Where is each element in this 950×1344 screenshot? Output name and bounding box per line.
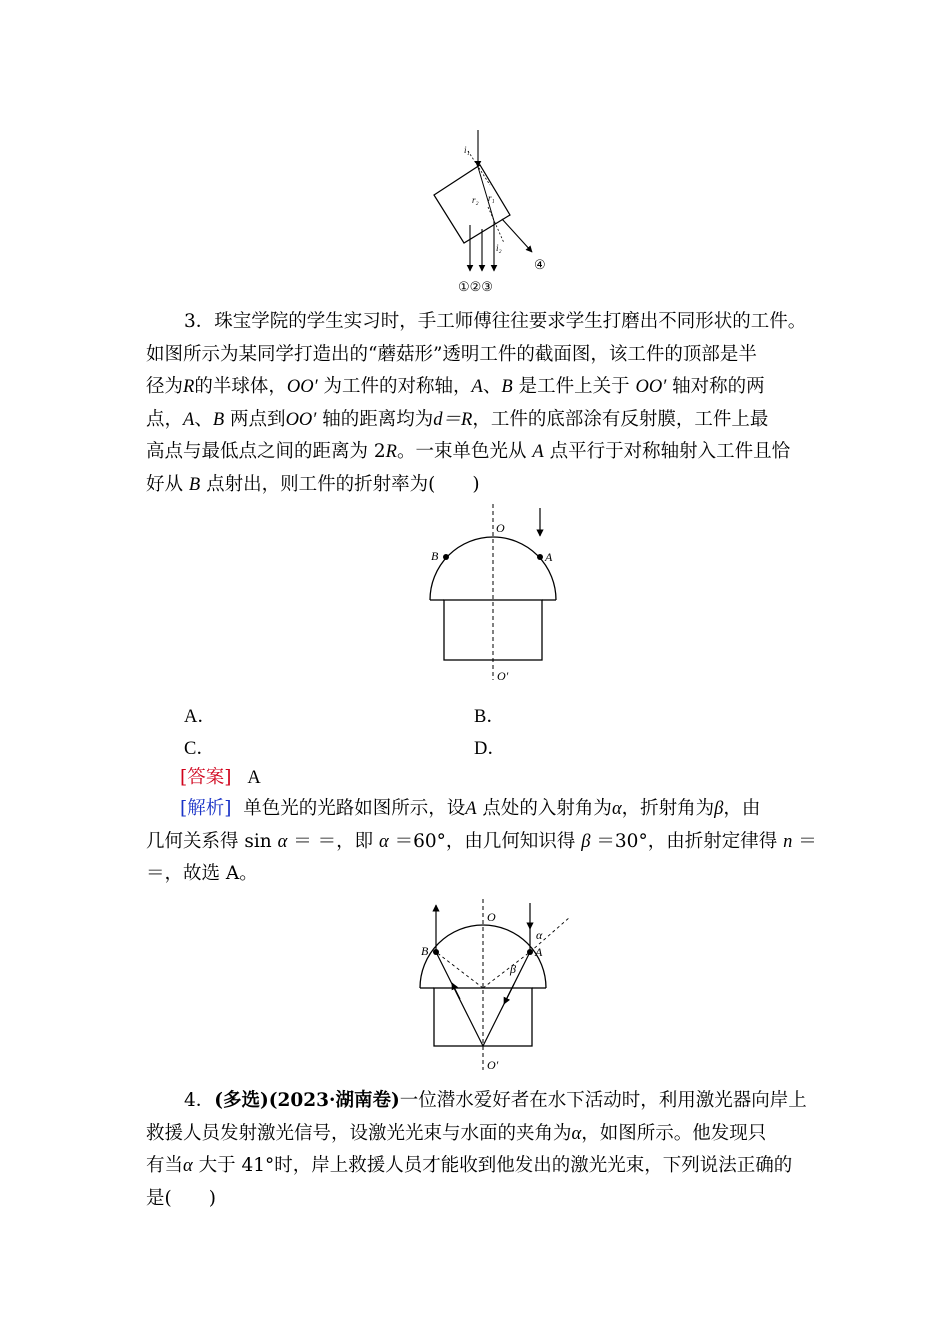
question-3 (146, 306, 811, 501)
label-O: O (496, 521, 505, 535)
label-Oprime: O′ (497, 669, 509, 683)
option-d[interactable]: D． (474, 739, 506, 759)
q3-line5: 高点与最低点之间的距离为 2R。一束单色光从 A 点平行于对称轴射入工件且恰 (146, 441, 791, 462)
label-Oprime: O′ (487, 1058, 499, 1072)
q4-number: 4． (184, 1090, 215, 1111)
label-A: A (545, 550, 553, 564)
label-r1: r₁ (488, 193, 495, 203)
option-a[interactable]: A． (184, 707, 216, 727)
point-A (527, 949, 533, 955)
analysis: [解析] 单色光的光路如图所示，设A 点处的入射角为α，折射角为β，由 几何关系得 sin α ＝ ＝，即 α ＝60°，由几何知识得 β ＝30°，由折射定律得 n ＝ ＝，故选 A。 (146, 798, 817, 884)
label-alpha: α (536, 928, 543, 942)
point-B (433, 949, 439, 955)
label-ray-4: ④ (534, 257, 546, 272)
option-c[interactable]: C． (184, 739, 215, 759)
label-beta: β (510, 962, 516, 976)
answer-line (180, 765, 261, 791)
output-ray-4 (502, 219, 532, 252)
q3-number: 3． (184, 311, 215, 332)
figure-mushroom-workpiece (420, 500, 580, 686)
answer-value: A (247, 768, 261, 788)
base-block (434, 988, 532, 1046)
label-r2: r₂ (472, 195, 479, 205)
figure-prism-rays (420, 125, 560, 297)
option-b[interactable]: B． (474, 707, 505, 727)
point-A (537, 554, 543, 560)
label-i2: i₂ (496, 243, 502, 253)
question-4: 4．(多选)(2023·湖南卷)一位潜水爱好者在水下活动时，利用激光器向岸上 救援人员发射激光信号，设激光光束与水面的夹角为α，如图所示。他发现只 有当α 大于 41°时，岸上救援人员才能收到他发出的激光光束，下列说法正确的 是( ) (146, 1090, 807, 1209)
q3-line3: 径为R的半球体，OO′ 为工件的对称轴，A、B 是工件上关于 OO′ 轴对称的两 (146, 376, 765, 397)
q4-tag: (多选)(2023·湖南卷) (214, 1090, 400, 1111)
label-B: B (431, 549, 439, 563)
label-rays-123: ①②③ (458, 279, 493, 294)
figure-light-path (410, 895, 585, 1080)
label-i1: i₁ (464, 145, 470, 155)
analysis-tag: [解析] (180, 798, 232, 819)
q3-line4: 点，A、B 两点到OO′ 轴的距离均为d＝R，工件的底部涂有反射膜，工件上最 (146, 408, 769, 430)
q3-line1: 珠宝学院的学生实习时，手工师傅往往要求学生打磨出不同形状的工件。 (214, 311, 807, 332)
label-B: B (421, 944, 429, 958)
label-O: O (487, 910, 496, 924)
answer-tag: [答案] (180, 767, 232, 788)
q3-line2: 如图所示为某同学打造出的“蘑菇形”透明工件的截面图，该工件的顶部是半 (146, 343, 757, 365)
q3-line6: 好从 B 点射出，则工件的折射率为( ) (146, 473, 480, 495)
point-B (443, 554, 449, 560)
label-A: A (535, 945, 543, 959)
